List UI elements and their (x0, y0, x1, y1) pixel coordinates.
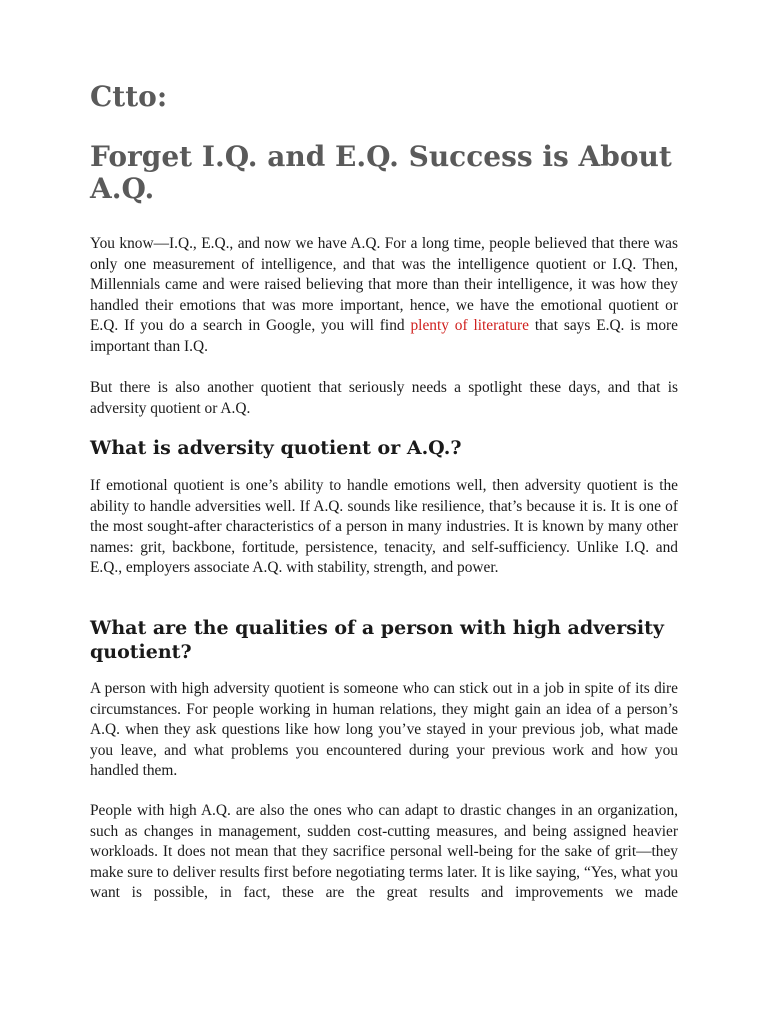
article-title: Forget I.Q. and E.Q. Success is About A.Q. (90, 140, 672, 205)
section2-paragraph-2: People with high A.Q. are also the ones who can adapt to drastic changes in an organization, such as changes in management, sudden cost-cutting measures, and being assigned heavier workloads. It does not mean that they sacrifice personal well-being for the sake of grit—they make sure to deliver results first before negotiating terms later. It is like saying, “Yes, what you want is possible, in fact, these are the great results and improvements we made (90, 802, 678, 902)
literature-link[interactable]: plenty of literature (410, 317, 530, 335)
credit-line: Ctto: (90, 80, 168, 113)
section2-paragraph-1: A person with high adversity quotient is someone who can stick out in a job in spite of its dire circumstances. For people working in human relations, they might gain an idea of a person’s A.Q. when they ask questions like how long you’ve stayed in your previous job, what made you leave, and what problems you encountered during your previous work and how you handled them. (90, 680, 678, 780)
intro-text-start: You know—I.Q., E.Q., and now we have A.Q. For a long time, people believed that there was only one measurement of intelligence, and that was the intelligence quotient or I.Q. Then, Millennials came and were raised believing that more than their intelligence, it was how they handled their emotions that was more important, hence, we have the emotional quotient or E.Q. If you do a search in Google, you will find (90, 235, 678, 335)
intro-paragraph-2: But there is also another quotient that seriously needs a spotlight these days, and that is adversity quotient or A.Q. (90, 379, 678, 417)
section-heading-qualities: What are the qualities of a person with high adversity quotient? (90, 617, 664, 663)
intro-text-end: that says E.Q. is more important than I.Q. (90, 317, 679, 355)
intro-paragraph (90, 234, 678, 358)
section1-paragraph: If emotional quotient is one’s ability to handle emotions well, then adversity quotient is the ability to handle adversities well. If A.Q. sounds like resilience, that’s because it is. It is one of the most sought-after characteristics of a person in many industries. It is known by many other names: grit, backbone, fortitude, persistence, tenacity, and self-sufficiency. Unlike I.Q. and E.Q., employers associate A.Q. with stability, strength, and power. (90, 477, 678, 577)
section-heading-what-is-aq: What is adversity quotient or A.Q.? (90, 437, 462, 459)
